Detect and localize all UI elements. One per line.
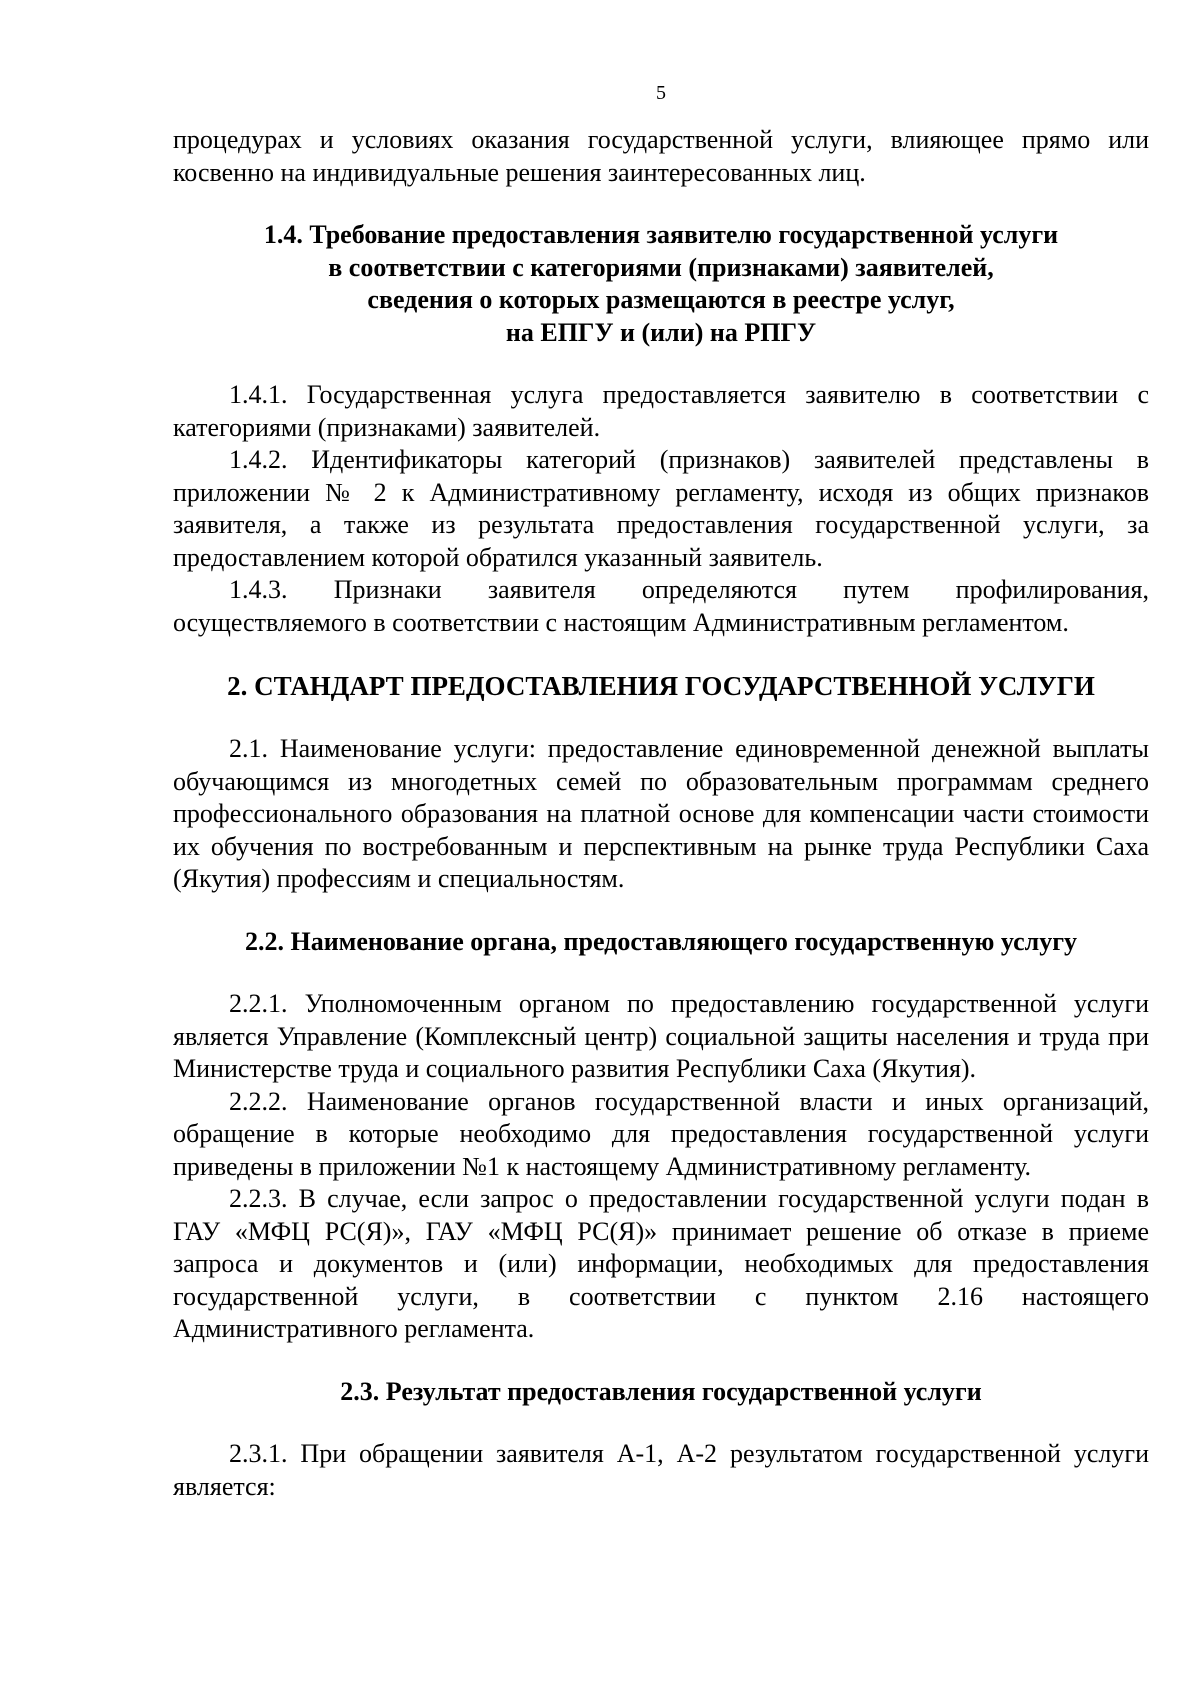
- paragraph-2-2-3: 2.2.3. В случае, если запрос о предоставлении государственной услуги подан в ГАУ «МФЦ РС(Я)», ГАУ «МФЦ РС(Я)» принимает решение об отказе в приеме запроса и документов и (или) информации, необходимых для предоставления государственной услуги, в соответствии с пунктом 2.16 настоящего Административного регламента.: [173, 1184, 1149, 1343]
- heading-1-4-line: 1.4. Требование предоставления заявителю государственной услуги: [263, 220, 1059, 249]
- paragraph-1-4-2: 1.4.2. Идентификаторы категорий (признаков) заявителей представлены в приложении № 2 к Административному регламенту, исходя из общих признаков заявителя, а также из результата предоставления государственной услуги, за предоставлением которой обратился указанный заявитель.: [173, 445, 1149, 572]
- heading-1-4-line: в соответствии с категориями (признаками) заявителей,: [328, 252, 994, 282]
- heading-1-4-line: сведения о которых размещаются в реестре услуг,: [367, 285, 955, 314]
- paragraph-2-2-1: 2.2.1. Уполномоченным органом по предоставлению государственной услуги является Управление (Комплексный центр) социальной защиты населения и труда при Министерстве труда и социального развития Республики Саха (Якутия).: [173, 989, 1149, 1083]
- paragraph-1-4-1: 1.4.1. Государственная услуга предоставляется заявителю в соответствии с категориями (признаками) заявителей.: [173, 380, 1149, 442]
- paragraph-2-2-2: 2.2.2. Наименование органов государственной власти и иных организаций, обращение в которые необходимо для предоставления государственной услуги приведены в приложении №1 к настоящему Административному регламенту.: [173, 1086, 1149, 1181]
- heading-1-4: [173, 219, 1149, 349]
- paragraph-2-3-1: 2.3.1. При обращении заявителя А-1, А-2 результатом государственной услуги является:: [173, 1439, 1149, 1501]
- paragraph-2-1: 2.1. Наименование услуги: предоставление единовременной денежной выплаты обучающимся из многодетных семей по образовательным программам среднего профессионального образования на платной основе для компенсации части стоимости их обучения по востребованным и перспективным на рынке труда Республики Саха (Якутия) профессиям и специальностям.: [173, 734, 1149, 893]
- intro-paragraph: процедурах и условиях оказания государственной услуги, влияющее прямо или косвенно на индивидуальные решения заинтересованных лиц.: [173, 125, 1149, 187]
- heading-1-4-line: на ЕПГУ и (или) на РПГУ: [505, 317, 817, 347]
- heading-2-2: 2.2. Наименование органа, предоставляющего государственную услугу: [244, 926, 1078, 956]
- document-page: [173, 80, 1149, 1503]
- page-number: 5: [656, 82, 666, 104]
- paragraph-1-4-3: 1.4.3. Признаки заявителя определяются путем профилирования, осуществляемого в соответствии с настоящим Административным регламентом.: [173, 575, 1149, 637]
- heading-2-3: 2.3. Результат предоставления государственной услуги: [340, 1376, 982, 1406]
- heading-section-2: 2. СТАНДАРТ ПРЕДОСТАВЛЕНИЯ ГОСУДАРСТВЕННОЙ УСЛУГИ: [227, 671, 1095, 701]
